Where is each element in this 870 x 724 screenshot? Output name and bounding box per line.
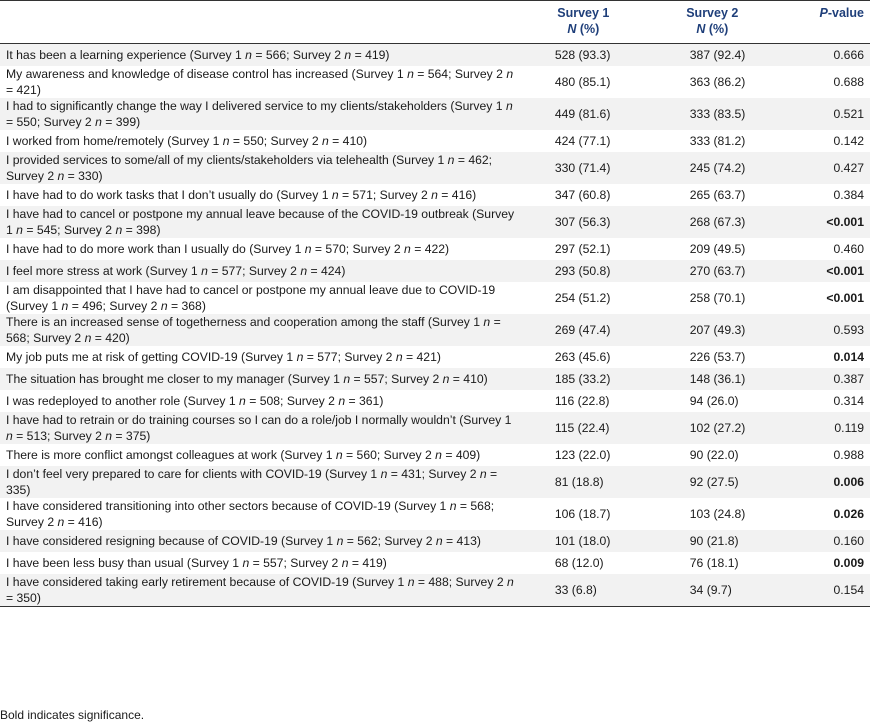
row-pvalue: 0.119 <box>777 412 870 444</box>
row-survey1-value: 68 (12.0) <box>519 552 648 574</box>
row-survey1-value: 116 (22.8) <box>519 390 648 412</box>
table-row <box>0 206 870 238</box>
row-label: I worked from home/remotely (Survey 1 n = 550; Survey 2 n = 410) <box>0 130 519 152</box>
row-pvalue: 0.460 <box>777 238 870 260</box>
table-row <box>0 346 870 368</box>
header-item <box>0 1 519 44</box>
row-label: It has been a learning experience (Survey 1 n = 566; Survey 2 n = 419) <box>0 44 519 67</box>
table-row <box>0 238 870 260</box>
header-n-label: N <box>567 22 577 36</box>
row-survey2-value: 76 (18.1) <box>648 552 777 574</box>
row-survey1-value: 269 (47.4) <box>519 314 648 346</box>
row-survey1-value: 33 (6.8) <box>519 574 648 607</box>
row-pvalue: 0.006 <box>777 466 870 498</box>
table-row <box>0 130 870 152</box>
row-pvalue: 0.427 <box>777 152 870 184</box>
row-survey2-value: 268 (67.3) <box>648 206 777 238</box>
row-survey1-value: 307 (56.3) <box>519 206 648 238</box>
table-row <box>0 184 870 206</box>
row-label: I don’t feel very prepared to care for clients with COVID-19 (Survey 1 n = 431; Survey 2 n = 335) <box>0 466 519 498</box>
table-body <box>0 44 870 607</box>
row-pvalue: 0.160 <box>777 530 870 552</box>
row-survey2-value: 265 (63.7) <box>648 184 777 206</box>
row-pvalue: 0.009 <box>777 552 870 574</box>
row-label: I had to significantly change the way I delivered service to my clients/stakeholders (Survey 1 n = 550; Survey 2 n = 399) <box>0 98 519 130</box>
table-row <box>0 314 870 346</box>
row-pvalue: 0.384 <box>777 184 870 206</box>
table-row <box>0 466 870 498</box>
row-pvalue: 0.026 <box>777 498 870 530</box>
row-survey2-value: 103 (24.8) <box>648 498 777 530</box>
row-survey1-value: 424 (77.1) <box>519 130 648 152</box>
table-row <box>0 390 870 412</box>
row-label: I have had to do work tasks that I don’t usually do (Survey 1 n = 571; Survey 2 n = 416) <box>0 184 519 206</box>
row-survey2-value: 270 (63.7) <box>648 260 777 282</box>
table-row <box>0 574 870 607</box>
header-pvalue-p: P <box>819 6 828 20</box>
row-pvalue: 0.988 <box>777 444 870 466</box>
row-pvalue: 0.314 <box>777 390 870 412</box>
row-survey1-value: 528 (93.3) <box>519 44 648 67</box>
row-label: There is more conflict amongst colleagues at work (Survey 1 n = 560; Survey 2 n = 409) <box>0 444 519 466</box>
row-survey1-value: 449 (81.6) <box>519 98 648 130</box>
table-header <box>0 1 870 44</box>
row-pvalue: 0.688 <box>777 66 870 98</box>
header-survey2-title: Survey 2 <box>686 6 739 20</box>
table-row <box>0 552 870 574</box>
row-survey2-value: 245 (74.2) <box>648 152 777 184</box>
row-label: My job puts me at risk of getting COVID-19 (Survey 1 n = 577; Survey 2 n = 421) <box>0 346 519 368</box>
row-survey2-value: 94 (26.0) <box>648 390 777 412</box>
row-label: I have had to retrain or do training courses so I can do a role/job I normally wouldn’t (Survey 1 n = 513; Survey 2 n = 375) <box>0 412 519 444</box>
table-bottom-rule <box>0 607 870 610</box>
footnote: Bold indicates significance. <box>0 708 145 722</box>
row-survey1-value: 330 (71.4) <box>519 152 648 184</box>
row-survey1-value: 123 (22.0) <box>519 444 648 466</box>
row-survey2-value: 387 (92.4) <box>648 44 777 67</box>
row-label: I have had to do more work than I usually do (Survey 1 n = 570; Survey 2 n = 422) <box>0 238 519 260</box>
header-row <box>0 1 870 44</box>
row-pvalue: <0.001 <box>777 206 870 238</box>
header-survey1-title: Survey 1 <box>557 6 610 20</box>
table-row <box>0 152 870 184</box>
row-survey2-value: 333 (83.5) <box>648 98 777 130</box>
row-label: I feel more stress at work (Survey 1 n = 577; Survey 2 n = 424) <box>0 260 519 282</box>
row-survey2-value: 90 (21.8) <box>648 530 777 552</box>
header-survey1-sub <box>521 21 646 37</box>
row-label: I have been less busy than usual (Survey 1 n = 557; Survey 2 n = 419) <box>0 552 519 574</box>
row-pvalue: <0.001 <box>777 282 870 314</box>
row-survey1-value: 297 (52.1) <box>519 238 648 260</box>
row-survey2-value: 363 (86.2) <box>648 66 777 98</box>
row-pvalue: 0.142 <box>777 130 870 152</box>
header-n-label: N <box>696 22 706 36</box>
row-label: I am disappointed that I have had to cancel or postpone my annual leave due to COVID-19 (Survey 1 n = 496; Survey 2 n = 368) <box>0 282 519 314</box>
row-label: My awareness and knowledge of disease control has increased (Survey 1 n = 564; Survey 2 n = 421) <box>0 66 519 98</box>
row-survey2-value: 92 (27.5) <box>648 466 777 498</box>
row-pvalue: <0.001 <box>777 260 870 282</box>
header-survey1 <box>519 1 648 44</box>
row-label: I have had to cancel or postpone my annual leave because of the COVID-19 outbreak (Survey 1 n = 545; Survey 2 n = 398) <box>0 206 519 238</box>
row-survey1-value: 480 (85.1) <box>519 66 648 98</box>
row-survey2-value: 148 (36.1) <box>648 368 777 390</box>
table-row <box>0 260 870 282</box>
row-label: I have considered transitioning into other sectors because of COVID-19 (Survey 1 n = 568; Survey 2 n = 416) <box>0 498 519 530</box>
table-row <box>0 530 870 552</box>
row-survey1-value: 106 (18.7) <box>519 498 648 530</box>
row-label: I provided services to some/all of my clients/stakeholders via telehealth (Survey 1 n = 462; Survey 2 n = 330) <box>0 152 519 184</box>
row-label: I have considered taking early retirement because of COVID-19 (Survey 1 n = 488; Survey 2 n = 350) <box>0 574 519 607</box>
row-label: I was redeployed to another role (Survey 1 n = 508; Survey 2 n = 361) <box>0 390 519 412</box>
row-survey2-value: 226 (53.7) <box>648 346 777 368</box>
header-pvalue-suffix: -value <box>827 6 864 20</box>
row-survey2-value: 102 (27.2) <box>648 412 777 444</box>
row-survey1-value: 101 (18.0) <box>519 530 648 552</box>
row-label: I have considered resigning because of COVID-19 (Survey 1 n = 562; Survey 2 n = 413) <box>0 530 519 552</box>
row-pvalue: 0.014 <box>777 346 870 368</box>
row-label: There is an increased sense of togetherness and cooperation among the staff (Survey 1 n = 568; Survey 2 n = 420) <box>0 314 519 346</box>
row-survey1-value: 293 (50.8) <box>519 260 648 282</box>
table-row <box>0 98 870 130</box>
row-survey1-value: 185 (33.2) <box>519 368 648 390</box>
header-survey2 <box>648 1 777 44</box>
row-survey2-value: 258 (70.1) <box>648 282 777 314</box>
row-pvalue: 0.154 <box>777 574 870 607</box>
row-survey2-value: 209 (49.5) <box>648 238 777 260</box>
table-row <box>0 498 870 530</box>
table-row <box>0 444 870 466</box>
row-label: The situation has brought me closer to my manager (Survey 1 n = 557; Survey 2 n = 410) <box>0 368 519 390</box>
row-pvalue: 0.666 <box>777 44 870 67</box>
row-survey1-value: 81 (18.8) <box>519 466 648 498</box>
row-survey2-value: 34 (9.7) <box>648 574 777 607</box>
header-pvalue <box>777 1 870 44</box>
row-survey1-value: 347 (60.8) <box>519 184 648 206</box>
header-pct-label: (%) <box>705 22 729 36</box>
row-pvalue: 0.521 <box>777 98 870 130</box>
row-survey2-value: 207 (49.3) <box>648 314 777 346</box>
row-survey1-value: 254 (51.2) <box>519 282 648 314</box>
header-survey2-sub <box>650 21 775 37</box>
row-pvalue: 0.387 <box>777 368 870 390</box>
table-row <box>0 368 870 390</box>
row-survey2-value: 90 (22.0) <box>648 444 777 466</box>
table-row <box>0 412 870 444</box>
table-row <box>0 44 870 67</box>
row-pvalue: 0.593 <box>777 314 870 346</box>
header-pct-label: (%) <box>576 22 600 36</box>
row-survey2-value: 333 (81.2) <box>648 130 777 152</box>
table-row <box>0 282 870 314</box>
table-row <box>0 66 870 98</box>
row-survey1-value: 263 (45.6) <box>519 346 648 368</box>
row-survey1-value: 115 (22.4) <box>519 412 648 444</box>
